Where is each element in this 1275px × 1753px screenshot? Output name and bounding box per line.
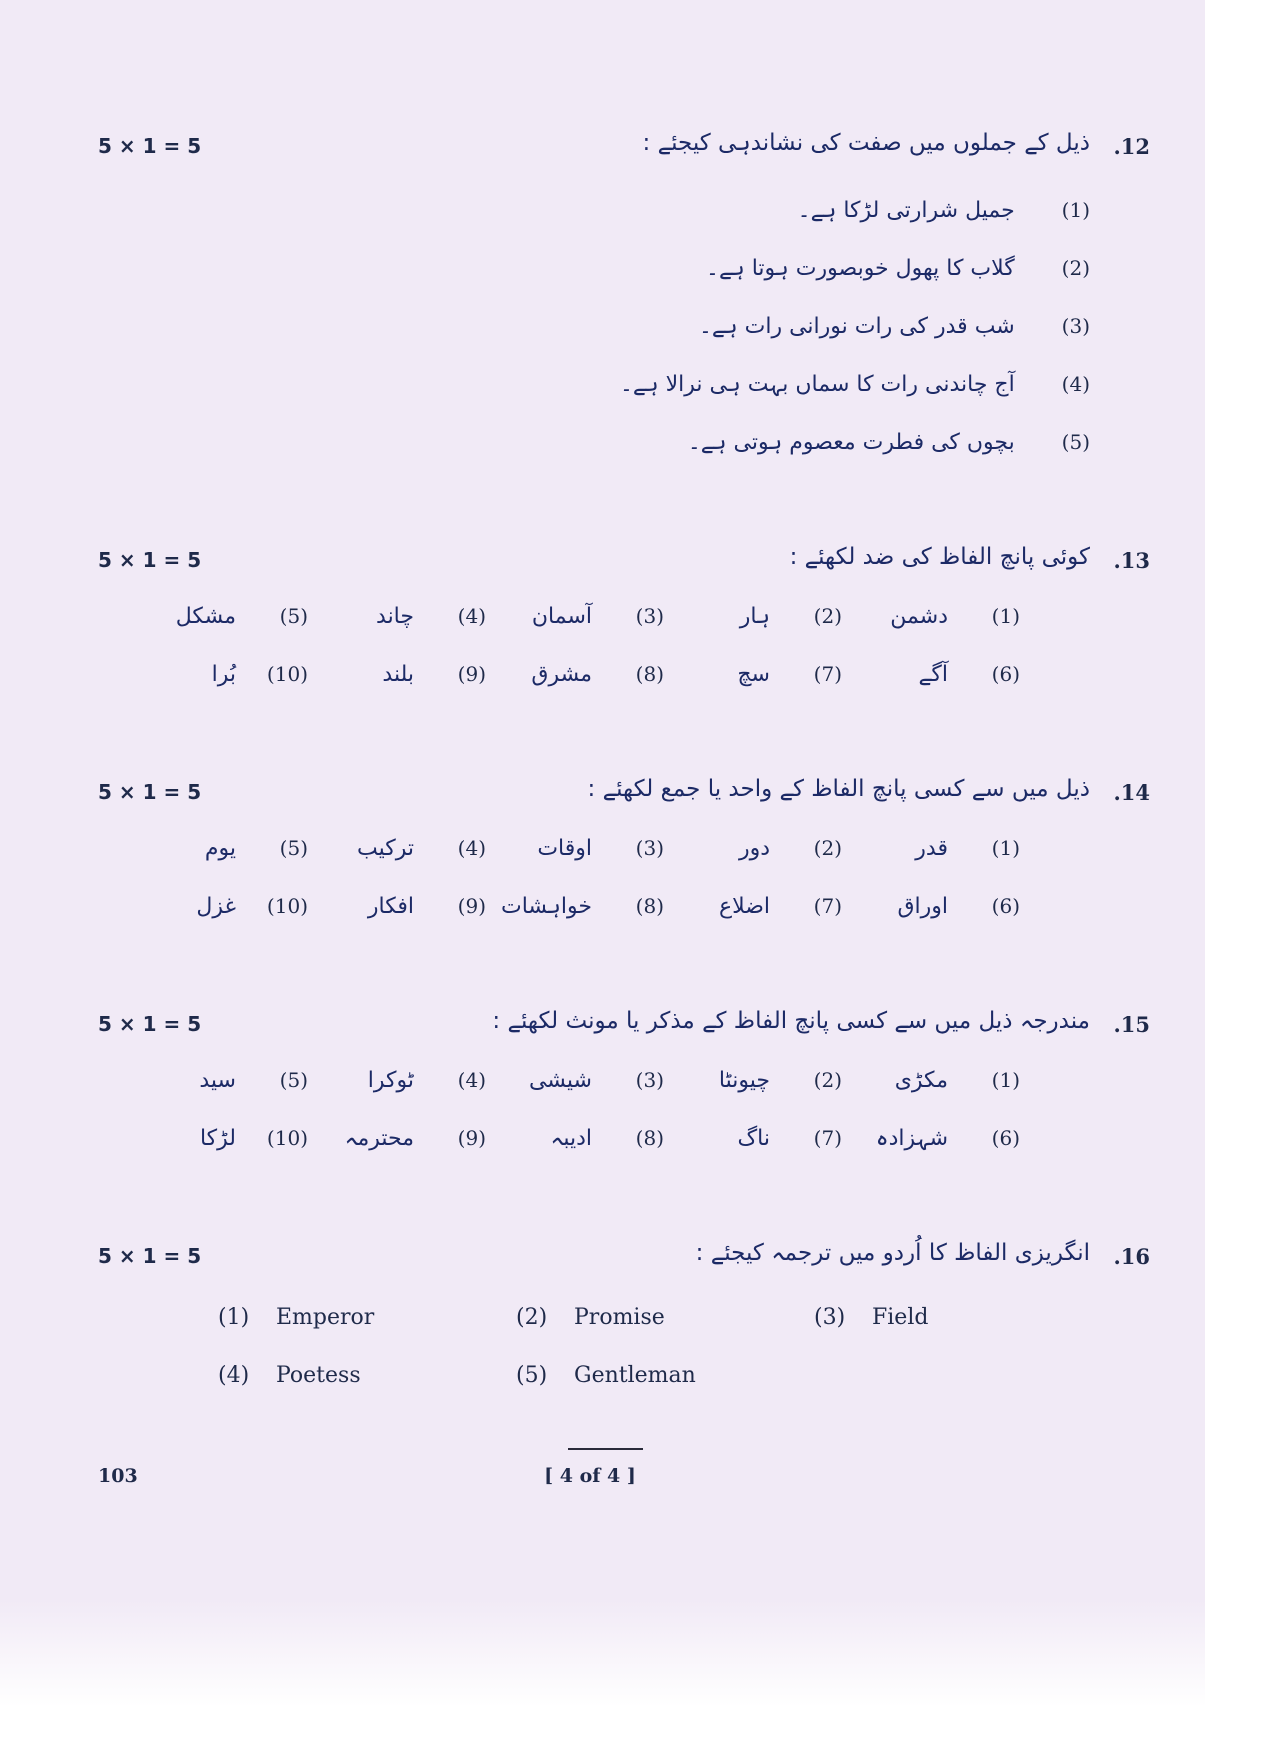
item-text: ٹوکرا [367,1068,414,1093]
item-number: (3) [814,1305,846,1330]
q14-number: .14 [1113,780,1150,805]
q13-item [316,604,486,629]
item-number: (5) [1061,430,1090,454]
item-text: ناگ [737,1126,770,1151]
q13-item [316,662,486,687]
item-text: ہار [739,604,770,629]
q14-marks: 5 × 1 = 5 [98,780,202,804]
item-number: (2) [1061,256,1090,280]
q13-item [850,662,1020,687]
item-number: (3) [635,604,664,628]
item-number: (2) [516,1305,548,1330]
q13-item [494,604,664,629]
q15-item [494,1068,664,1093]
item-number: (8) [635,1126,664,1150]
q14-item [316,836,486,861]
q13-item [672,604,842,629]
item-text: Gentleman [574,1363,696,1388]
item-number: (6) [991,894,1020,918]
item-number: (2) [813,604,842,628]
item-text: شیشی [528,1068,592,1093]
item-text: چیونٹا [718,1068,770,1093]
item-text: آسمان [531,604,592,629]
q14-item [850,836,1020,861]
item-number: (1) [991,836,1020,860]
q15-item [138,1126,308,1151]
q13-item [672,662,842,687]
item-number: (3) [635,1068,664,1092]
item-text: مشرق [531,662,592,687]
item-text: اوراق [897,894,948,919]
q16-item [218,1305,374,1330]
q16-prompt: انگریزی الفاظ کا اُردو میں ترجمہ کیجئے : [695,1240,1090,1266]
page-sheet-edge [0,1600,1205,1753]
item-number: (1) [1061,198,1090,222]
item-number: (3) [1061,314,1090,338]
q15-item [672,1068,842,1093]
q14-item [316,894,486,919]
item-number: (4) [457,604,486,628]
q13-number: .13 [1113,548,1150,573]
item-number: (7) [813,894,842,918]
item-text: بچوں کی فطرت معصوم ہوتی ہے۔ [687,430,1015,455]
item-number: (4) [1061,372,1090,396]
item-number: (4) [457,1068,486,1092]
q16-item [516,1363,696,1388]
q14-item [494,836,664,861]
q12-sentence [699,314,1090,339]
q14-item [138,836,308,861]
item-text: یوم [204,836,236,861]
item-number: (7) [813,662,842,686]
q13-prompt: کوئی پانچ الفاظ کی ضد لکھئے : [789,544,1090,570]
item-text: افکار [367,894,414,919]
item-text: قدر [915,836,948,861]
q14-prompt: ذیل میں سے کسی پانچ الفاظ کے واحد یا جمع لکھئے : [587,776,1090,802]
item-text: خواہشات [500,894,592,919]
item-text: مشکل [175,604,236,629]
q16-number: .16 [1113,1244,1150,1269]
item-text: Poetess [276,1363,361,1388]
q13-item [850,604,1020,629]
q15-item [494,1126,664,1151]
q15-item [850,1068,1020,1093]
item-text: سید [199,1068,236,1093]
q13-marks: 5 × 1 = 5 [98,548,202,572]
q15-marks: 5 × 1 = 5 [98,1012,202,1036]
item-number: (9) [457,662,486,686]
item-number: (6) [991,1126,1020,1150]
item-text: ترکیب [357,836,414,861]
q12-sentence [688,430,1090,455]
item-number: (5) [516,1363,548,1388]
q15-prompt: مندرجہ ذیل میں سے کسی پانچ الفاظ کے مذکر یا مونث لکھئے : [492,1008,1090,1034]
q16-marks: 5 × 1 = 5 [98,1244,202,1268]
item-number: (9) [457,894,486,918]
item-text: بُرا [211,662,236,687]
q15-item [850,1126,1020,1151]
q12-sentence [706,256,1090,281]
item-text: محترمہ [344,1126,414,1151]
q15-item [316,1068,486,1093]
item-text: غزل [196,894,236,919]
item-text: جمیل شرارتی لڑکا ہے۔ [797,198,1015,223]
item-text: سچ [737,662,770,687]
q16-item [516,1305,665,1330]
q15-item [316,1126,486,1151]
q12-sentence [798,198,1090,223]
item-text: لڑکا [199,1126,236,1151]
footer-rule [568,1448,643,1450]
item-number: (8) [635,894,664,918]
item-number: (2) [813,1068,842,1092]
q16-item [218,1363,361,1388]
q12-prompt: ذیل کے جملوں میں صفت کی نشاندہی کیجئے : [642,130,1090,156]
item-number: (1) [991,604,1020,628]
q14-item [672,836,842,861]
q15-item [672,1126,842,1151]
item-text: دور [738,836,770,861]
item-number: (2) [813,836,842,860]
page-number: [ 4 of 4 ] [544,1465,636,1487]
item-number: (10) [266,662,308,686]
q13-item [138,604,308,629]
item-number: (6) [991,662,1020,686]
item-number: (10) [266,894,308,918]
item-text: چاند [376,604,414,629]
q12-marks: 5 × 1 = 5 [98,134,202,158]
item-text: گلاب کا پھول خوبصورت ہوتا ہے۔ [706,256,1015,281]
item-number: (4) [218,1363,250,1388]
q14-item [494,894,664,919]
q14-item [138,894,308,919]
item-number: (3) [635,836,664,860]
item-text: اوقات [537,836,592,861]
q16-item [814,1305,928,1330]
q12-sentence [620,372,1090,397]
item-text: اضلاع [718,894,770,919]
item-number: (4) [457,836,486,860]
item-text: مکڑی [894,1068,948,1093]
q14-item [672,894,842,919]
item-text: دشمن [890,604,948,629]
q15-number: .15 [1113,1012,1150,1037]
item-number: (5) [279,836,308,860]
q13-item [494,662,664,687]
item-text: آج چاندنی رات کا سماں بہت ہی نرالا ہے۔ [619,372,1015,397]
item-number: (8) [635,662,664,686]
item-text: شب قدر کی رات نورانی رات ہے۔ [698,314,1015,339]
item-number: (5) [279,1068,308,1092]
q12-number: .12 [1113,134,1150,159]
item-text: Field [872,1305,929,1330]
item-text: شہزادہ [875,1126,948,1151]
item-number: (9) [457,1126,486,1150]
item-text: بلند [382,662,414,687]
q14-item [850,894,1020,919]
item-text: آگے [918,662,948,687]
q13-item [138,662,308,687]
paper-code: 103 [98,1465,138,1487]
item-text: Emperor [276,1305,375,1330]
item-number: (1) [991,1068,1020,1092]
item-number: (5) [279,604,308,628]
item-text: ادیبہ [550,1126,592,1151]
item-number: (7) [813,1126,842,1150]
item-number: (1) [218,1305,250,1330]
item-number: (10) [266,1126,308,1150]
q15-item [138,1068,308,1093]
item-text: Promise [574,1305,665,1330]
